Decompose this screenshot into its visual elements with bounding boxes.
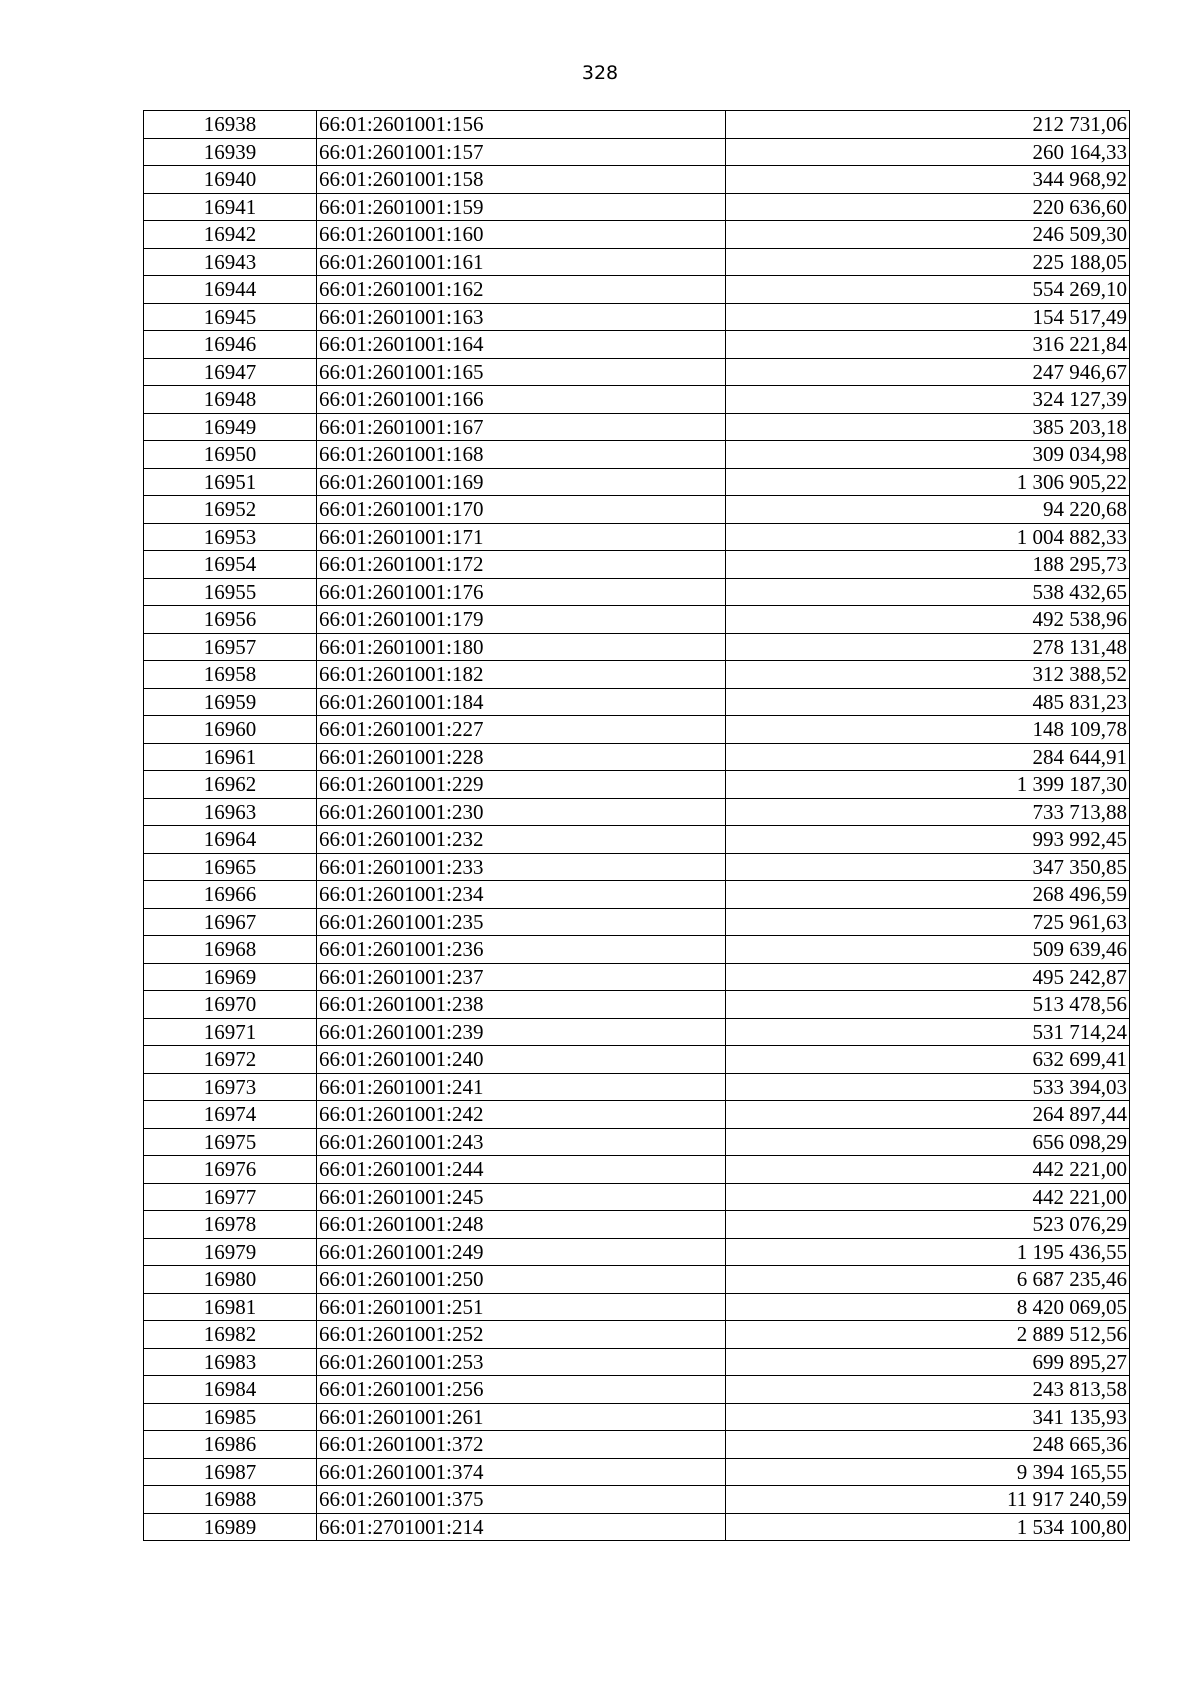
table-row [144,1183,1130,1211]
row-number-cell: 16939 [144,138,317,166]
table-row [144,303,1130,331]
cadastral-value-cell: 531 714,24 [726,1018,1130,1046]
row-number-cell: 16947 [144,358,317,386]
table-row [144,1073,1130,1101]
row-number-cell: 16945 [144,303,317,331]
cadastral-number-cell: 66:01:2601001:179 [317,606,726,634]
cadastral-value-cell: 148 109,78 [726,716,1130,744]
cadastral-number-cell: 66:01:2601001:253 [317,1348,726,1376]
table-row [144,1238,1130,1266]
cadastral-value-table [143,110,1130,1541]
table-row [144,826,1130,854]
cadastral-number-cell: 66:01:2601001:164 [317,331,726,359]
table-row [144,578,1130,606]
cadastral-value-cell: 260 164,33 [726,138,1130,166]
cadastral-value-cell: 6 687 235,46 [726,1266,1130,1294]
cadastral-value-cell: 1 534 100,80 [726,1513,1130,1541]
cadastral-number-cell: 66:01:2601001:227 [317,716,726,744]
cadastral-value-cell: 341 135,93 [726,1403,1130,1431]
table-body [144,111,1130,1541]
cadastral-value-cell: 993 992,45 [726,826,1130,854]
cadastral-number-cell: 66:01:2601001:170 [317,496,726,524]
cadastral-number-cell: 66:01:2601001:157 [317,138,726,166]
cadastral-number-cell: 66:01:2601001:233 [317,853,726,881]
table-row [144,1266,1130,1294]
table-row [144,331,1130,359]
row-number-cell: 16954 [144,551,317,579]
cadastral-number-cell: 66:01:2601001:236 [317,936,726,964]
table-row [144,606,1130,634]
cadastral-number-cell: 66:01:2601001:165 [317,358,726,386]
cadastral-value-cell: 247 946,67 [726,358,1130,386]
cadastral-value-cell: 248 665,36 [726,1431,1130,1459]
cadastral-number-cell: 66:01:2601001:248 [317,1211,726,1239]
row-number-cell: 16950 [144,441,317,469]
cadastral-number-cell: 66:01:2601001:234 [317,881,726,909]
cadastral-value-cell: 94 220,68 [726,496,1130,524]
row-number-cell: 16978 [144,1211,317,1239]
cadastral-value-cell: 509 639,46 [726,936,1130,964]
cadastral-value-cell: 554 269,10 [726,276,1130,304]
row-number-cell: 16984 [144,1376,317,1404]
cadastral-value-cell: 312 388,52 [726,661,1130,689]
cadastral-number-cell: 66:01:2601001:238 [317,991,726,1019]
table-row [144,1101,1130,1129]
cadastral-value-cell: 264 897,44 [726,1101,1130,1129]
cadastral-value-cell: 212 731,06 [726,111,1130,139]
cadastral-number-cell: 66:01:2601001:162 [317,276,726,304]
table-row [144,1486,1130,1514]
row-number-cell: 16989 [144,1513,317,1541]
table-row [144,1376,1130,1404]
cadastral-number-cell: 66:01:2601001:237 [317,963,726,991]
cadastral-value-cell: 485 831,23 [726,688,1130,716]
table-row [144,496,1130,524]
cadastral-value-cell: 725 961,63 [726,908,1130,936]
cadastral-value-cell: 492 538,96 [726,606,1130,634]
row-number-cell: 16983 [144,1348,317,1376]
cadastral-value-cell: 278 131,48 [726,633,1130,661]
cadastral-value-cell: 316 221,84 [726,331,1130,359]
cadastral-number-cell: 66:01:2601001:160 [317,221,726,249]
cadastral-number-cell: 66:01:2601001:167 [317,413,726,441]
cadastral-value-cell: 8 420 069,05 [726,1293,1130,1321]
row-number-cell: 16968 [144,936,317,964]
row-number-cell: 16958 [144,661,317,689]
table-row [144,1321,1130,1349]
row-number-cell: 16949 [144,413,317,441]
cadastral-value-cell: 1 306 905,22 [726,468,1130,496]
cadastral-number-cell: 66:01:2601001:256 [317,1376,726,1404]
cadastral-number-cell: 66:01:2601001:156 [317,111,726,139]
cadastral-number-cell: 66:01:2601001:158 [317,166,726,194]
row-number-cell: 16986 [144,1431,317,1459]
row-number-cell: 16964 [144,826,317,854]
table-row [144,221,1130,249]
row-number-cell: 16943 [144,248,317,276]
cadastral-number-cell: 66:01:2601001:163 [317,303,726,331]
row-number-cell: 16946 [144,331,317,359]
table-row [144,1403,1130,1431]
row-number-cell: 16940 [144,166,317,194]
row-number-cell: 16957 [144,633,317,661]
table-row [144,551,1130,579]
table-row [144,413,1130,441]
cadastral-value-cell: 538 432,65 [726,578,1130,606]
cadastral-number-cell: 66:01:2601001:232 [317,826,726,854]
cadastral-number-cell: 66:01:2601001:161 [317,248,726,276]
table-row [144,688,1130,716]
table-row [144,523,1130,551]
row-number-cell: 16969 [144,963,317,991]
cadastral-number-cell: 66:01:2601001:242 [317,1101,726,1129]
row-number-cell: 16951 [144,468,317,496]
row-number-cell: 16985 [144,1403,317,1431]
cadastral-value-cell: 442 221,00 [726,1156,1130,1184]
row-number-cell: 16961 [144,743,317,771]
row-number-cell: 16972 [144,1046,317,1074]
cadastral-value-cell: 324 127,39 [726,386,1130,414]
row-number-cell: 16966 [144,881,317,909]
cadastral-number-cell: 66:01:2601001:261 [317,1403,726,1431]
row-number-cell: 16987 [144,1458,317,1486]
cadastral-number-cell: 66:01:2601001:252 [317,1321,726,1349]
cadastral-number-cell: 66:01:2601001:168 [317,441,726,469]
cadastral-number-cell: 66:01:2601001:172 [317,551,726,579]
cadastral-number-cell: 66:01:2601001:251 [317,1293,726,1321]
cadastral-value-cell: 9 394 165,55 [726,1458,1130,1486]
row-number-cell: 16974 [144,1101,317,1129]
cadastral-number-cell: 66:01:2601001:229 [317,771,726,799]
cadastral-number-cell: 66:01:2601001:184 [317,688,726,716]
cadastral-value-cell: 385 203,18 [726,413,1130,441]
row-number-cell: 16938 [144,111,317,139]
cadastral-number-cell: 66:01:2601001:171 [317,523,726,551]
row-number-cell: 16963 [144,798,317,826]
cadastral-value-cell: 220 636,60 [726,193,1130,221]
table-row [144,468,1130,496]
row-number-cell: 16977 [144,1183,317,1211]
row-number-cell: 16941 [144,193,317,221]
table-row [144,881,1130,909]
table-row [144,358,1130,386]
cadastral-number-cell: 66:01:2601001:166 [317,386,726,414]
row-number-cell: 16975 [144,1128,317,1156]
row-number-cell: 16976 [144,1156,317,1184]
row-number-cell: 16979 [144,1238,317,1266]
table-row [144,193,1130,221]
cadastral-value-cell: 11 917 240,59 [726,1486,1130,1514]
cadastral-value-cell: 699 895,27 [726,1348,1130,1376]
table-row [144,1431,1130,1459]
table-row [144,936,1130,964]
table-row [144,276,1130,304]
row-number-cell: 16970 [144,991,317,1019]
table-row [144,908,1130,936]
cadastral-value-cell: 225 188,05 [726,248,1130,276]
cadastral-number-cell: 66:01:2601001:239 [317,1018,726,1046]
table-row [144,716,1130,744]
row-number-cell: 16959 [144,688,317,716]
row-number-cell: 16955 [144,578,317,606]
cadastral-number-cell: 66:01:2601001:159 [317,193,726,221]
row-number-cell: 16973 [144,1073,317,1101]
row-number-cell: 16962 [144,771,317,799]
cadastral-value-cell: 523 076,29 [726,1211,1130,1239]
cadastral-number-cell: 66:01:2601001:176 [317,578,726,606]
cadastral-value-cell: 442 221,00 [726,1183,1130,1211]
row-number-cell: 16953 [144,523,317,551]
cadastral-number-cell: 66:01:2601001:374 [317,1458,726,1486]
cadastral-number-cell: 66:01:2601001:244 [317,1156,726,1184]
cadastral-number-cell: 66:01:2601001:245 [317,1183,726,1211]
cadastral-value-cell: 309 034,98 [726,441,1130,469]
table-row [144,1211,1130,1239]
cadastral-value-cell: 632 699,41 [726,1046,1130,1074]
row-number-cell: 16967 [144,908,317,936]
table-row [144,1293,1130,1321]
table-row [144,963,1130,991]
row-number-cell: 16981 [144,1293,317,1321]
row-number-cell: 16982 [144,1321,317,1349]
row-number-cell: 16960 [144,716,317,744]
cadastral-number-cell: 66:01:2601001:249 [317,1238,726,1266]
cadastral-number-cell: 66:01:2601001:228 [317,743,726,771]
table-row [144,661,1130,689]
cadastral-number-cell: 66:01:2701001:214 [317,1513,726,1541]
cadastral-value-cell: 284 644,91 [726,743,1130,771]
row-number-cell: 16952 [144,496,317,524]
table-row [144,743,1130,771]
table-row [144,1046,1130,1074]
cadastral-number-cell: 66:01:2601001:180 [317,633,726,661]
cadastral-value-cell: 243 813,58 [726,1376,1130,1404]
cadastral-number-cell: 66:01:2601001:235 [317,908,726,936]
table-row [144,138,1130,166]
cadastral-value-cell: 495 242,87 [726,963,1130,991]
row-number-cell: 16980 [144,1266,317,1294]
table-row [144,166,1130,194]
page-number: 328 [581,62,619,84]
cadastral-value-cell: 1 004 882,33 [726,523,1130,551]
cadastral-number-cell: 66:01:2601001:230 [317,798,726,826]
cadastral-value-cell: 533 394,03 [726,1073,1130,1101]
table-row [144,386,1130,414]
row-number-cell: 16988 [144,1486,317,1514]
table-row [144,441,1130,469]
cadastral-number-cell: 66:01:2601001:243 [317,1128,726,1156]
cadastral-value-cell: 1 399 187,30 [726,771,1130,799]
table-row [144,111,1130,139]
cadastral-number-cell: 66:01:2601001:241 [317,1073,726,1101]
table-row [144,1458,1130,1486]
table-row [144,1513,1130,1541]
cadastral-number-cell: 66:01:2601001:250 [317,1266,726,1294]
table-row [144,798,1130,826]
row-number-cell: 16944 [144,276,317,304]
cadastral-number-cell: 66:01:2601001:182 [317,661,726,689]
cadastral-number-cell: 66:01:2601001:169 [317,468,726,496]
cadastral-value-cell: 188 295,73 [726,551,1130,579]
cadastral-value-cell: 513 478,56 [726,991,1130,1019]
row-number-cell: 16948 [144,386,317,414]
cadastral-value-cell: 1 195 436,55 [726,1238,1130,1266]
table-row [144,991,1130,1019]
cadastral-value-cell: 154 517,49 [726,303,1130,331]
table-row [144,1018,1130,1046]
cadastral-number-cell: 66:01:2601001:375 [317,1486,726,1514]
row-number-cell: 16942 [144,221,317,249]
cadastral-value-cell: 2 889 512,56 [726,1321,1130,1349]
table-row [144,1156,1130,1184]
table-row [144,1128,1130,1156]
cadastral-value-cell: 733 713,88 [726,798,1130,826]
table-row [144,1348,1130,1376]
row-number-cell: 16965 [144,853,317,881]
cadastral-value-cell: 344 968,92 [726,166,1130,194]
row-number-cell: 16956 [144,606,317,634]
cadastral-value-cell: 656 098,29 [726,1128,1130,1156]
cadastral-number-cell: 66:01:2601001:240 [317,1046,726,1074]
cadastral-value-cell: 268 496,59 [726,881,1130,909]
table-row [144,853,1130,881]
cadastral-number-cell: 66:01:2601001:372 [317,1431,726,1459]
cadastral-value-cell: 347 350,85 [726,853,1130,881]
table-row [144,771,1130,799]
table-row [144,633,1130,661]
table-row [144,248,1130,276]
cadastral-value-cell: 246 509,30 [726,221,1130,249]
row-number-cell: 16971 [144,1018,317,1046]
